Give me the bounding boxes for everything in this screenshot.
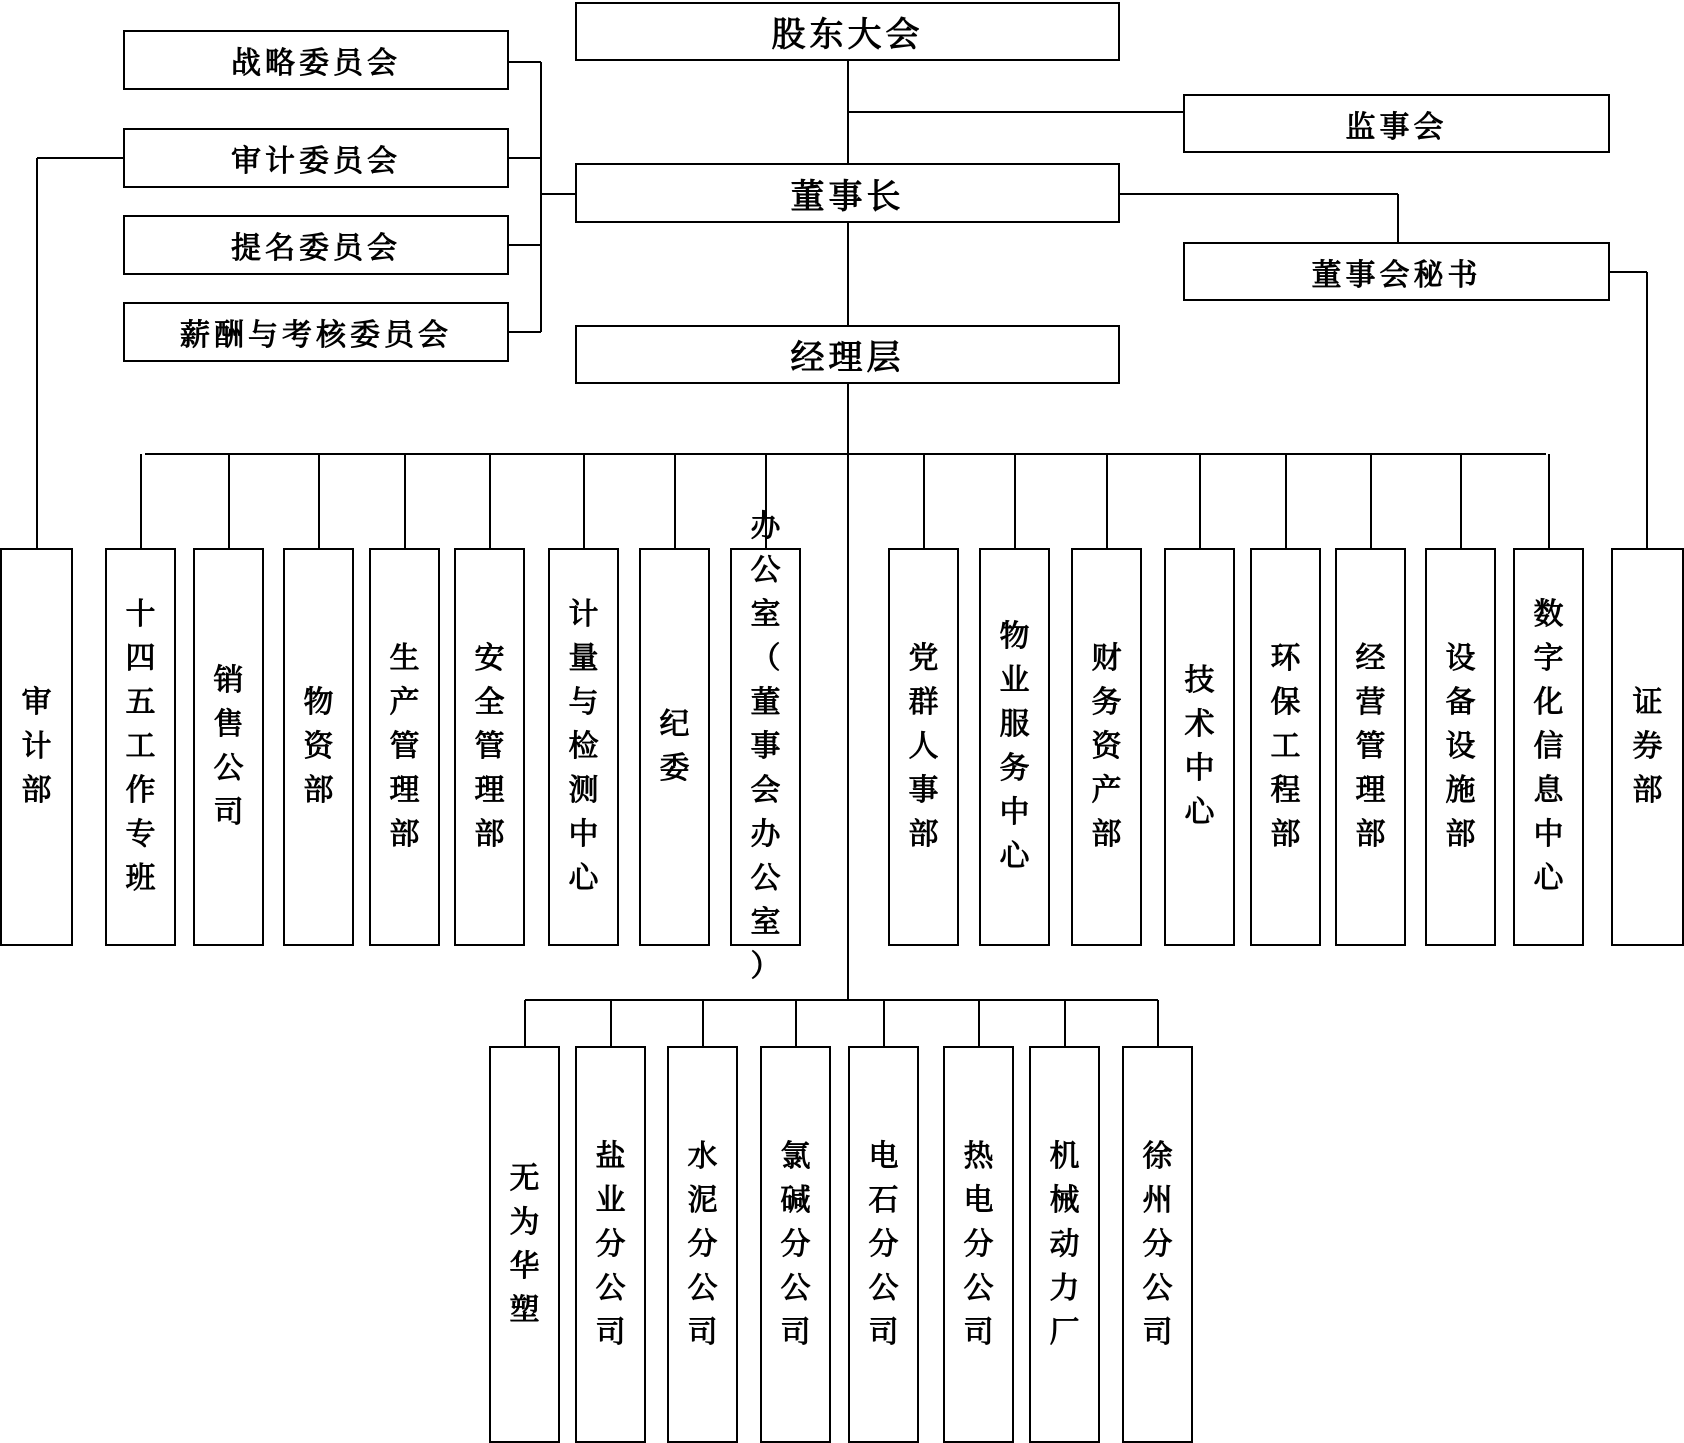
supervisory-board-label: 监事会	[1345, 109, 1448, 145]
department-box[interactable]	[1071, 548, 1142, 946]
department-label: 安 全 管 理 部	[474, 641, 505, 852]
department-box[interactable]	[548, 548, 619, 946]
chairman-box[interactable]	[575, 163, 1120, 223]
department-box[interactable]	[105, 548, 176, 946]
committee-remuneration[interactable]	[123, 302, 509, 362]
committee-label: 战略委员会	[231, 46, 401, 81]
department-label: 经 营 管 理 部	[1355, 641, 1386, 852]
branch-label: 盐 业 分 公 司	[595, 1138, 626, 1350]
branch-box[interactable]	[760, 1046, 831, 1443]
committee-label: 薪酬与考核委员会	[180, 318, 452, 353]
department-label: 计 量 与 检 测 中 心	[568, 597, 599, 896]
department-box[interactable]	[639, 548, 710, 946]
department-box[interactable]	[193, 548, 264, 946]
committee-audit[interactable]	[123, 128, 509, 188]
branch-box[interactable]	[848, 1046, 919, 1443]
department-box[interactable]	[979, 548, 1050, 946]
branch-box[interactable]	[575, 1046, 646, 1443]
branch-label: 机 械 动 力 厂	[1049, 1138, 1080, 1350]
chairman-label: 董事长	[790, 176, 905, 217]
branch-box[interactable]	[1029, 1046, 1100, 1443]
securities-dept-box[interactable]	[1611, 548, 1684, 946]
committee-strategy[interactable]	[123, 30, 509, 90]
department-box[interactable]	[888, 548, 959, 946]
department-box[interactable]	[454, 548, 525, 946]
management-box[interactable]	[575, 325, 1120, 384]
department-label: 环 保 工 程 部	[1270, 641, 1301, 852]
department-label: 十 四 五 工 作 专 班	[125, 597, 156, 896]
department-box[interactable]	[283, 548, 354, 946]
branch-box[interactable]	[667, 1046, 738, 1443]
supervisory-board-box[interactable]	[1183, 94, 1610, 153]
shareholders-label: 股东大会	[771, 15, 924, 55]
shareholders-box[interactable]	[575, 2, 1120, 61]
committee-label: 提名委员会	[231, 231, 401, 266]
branch-label: 热 电 分 公 司	[963, 1138, 994, 1350]
branch-box[interactable]	[489, 1046, 560, 1443]
branch-label: 徐 州 分 公 司	[1142, 1138, 1173, 1350]
branch-label: 水 泥 分 公 司	[687, 1138, 718, 1350]
committee-nomination[interactable]	[123, 215, 509, 275]
committee-label: 审计委员会	[231, 144, 401, 179]
audit-dept-box[interactable]	[0, 548, 73, 946]
audit-dept-label: 审 计 部	[21, 685, 52, 808]
board-secretary-label: 董事会秘书	[1311, 257, 1482, 293]
branch-label: 氯 碱 分 公 司	[780, 1138, 811, 1350]
department-label: 技 术 中 心	[1184, 663, 1215, 830]
branch-label: 无 为 华 塑	[509, 1160, 540, 1328]
department-label: 纪 委	[659, 707, 690, 786]
department-box[interactable]	[369, 548, 440, 946]
department-box[interactable]	[1513, 548, 1584, 946]
department-box[interactable]	[1335, 548, 1406, 946]
branch-box[interactable]	[1122, 1046, 1193, 1443]
department-label: 财 务 资 产 部	[1091, 641, 1122, 852]
department-label: 物 业 服 务 中 心	[999, 619, 1030, 874]
management-label: 经理层	[790, 338, 905, 378]
department-label: 党 群 人 事 部	[908, 641, 939, 852]
board-secretary-box[interactable]	[1183, 242, 1610, 301]
department-label: 物 资 部	[303, 685, 334, 808]
branch-box[interactable]	[943, 1046, 1014, 1443]
department-box[interactable]	[730, 509, 801, 984]
securities-dept-label: 证 券 部	[1632, 685, 1663, 808]
department-label: 设 备 设 施 部	[1445, 641, 1476, 852]
department-box[interactable]	[1164, 548, 1235, 946]
department-box[interactable]	[1250, 548, 1321, 946]
department-label: 办 公 室 （ 董 事 会 办 公 室 ）	[750, 509, 781, 984]
department-label: 销 售 公 司	[213, 663, 244, 830]
department-box[interactable]	[1425, 548, 1496, 946]
branch-label: 电 石 分 公 司	[868, 1138, 899, 1350]
department-label: 生 产 管 理 部	[389, 641, 420, 852]
department-label: 数 字 化 信 息 中 心	[1533, 597, 1564, 896]
